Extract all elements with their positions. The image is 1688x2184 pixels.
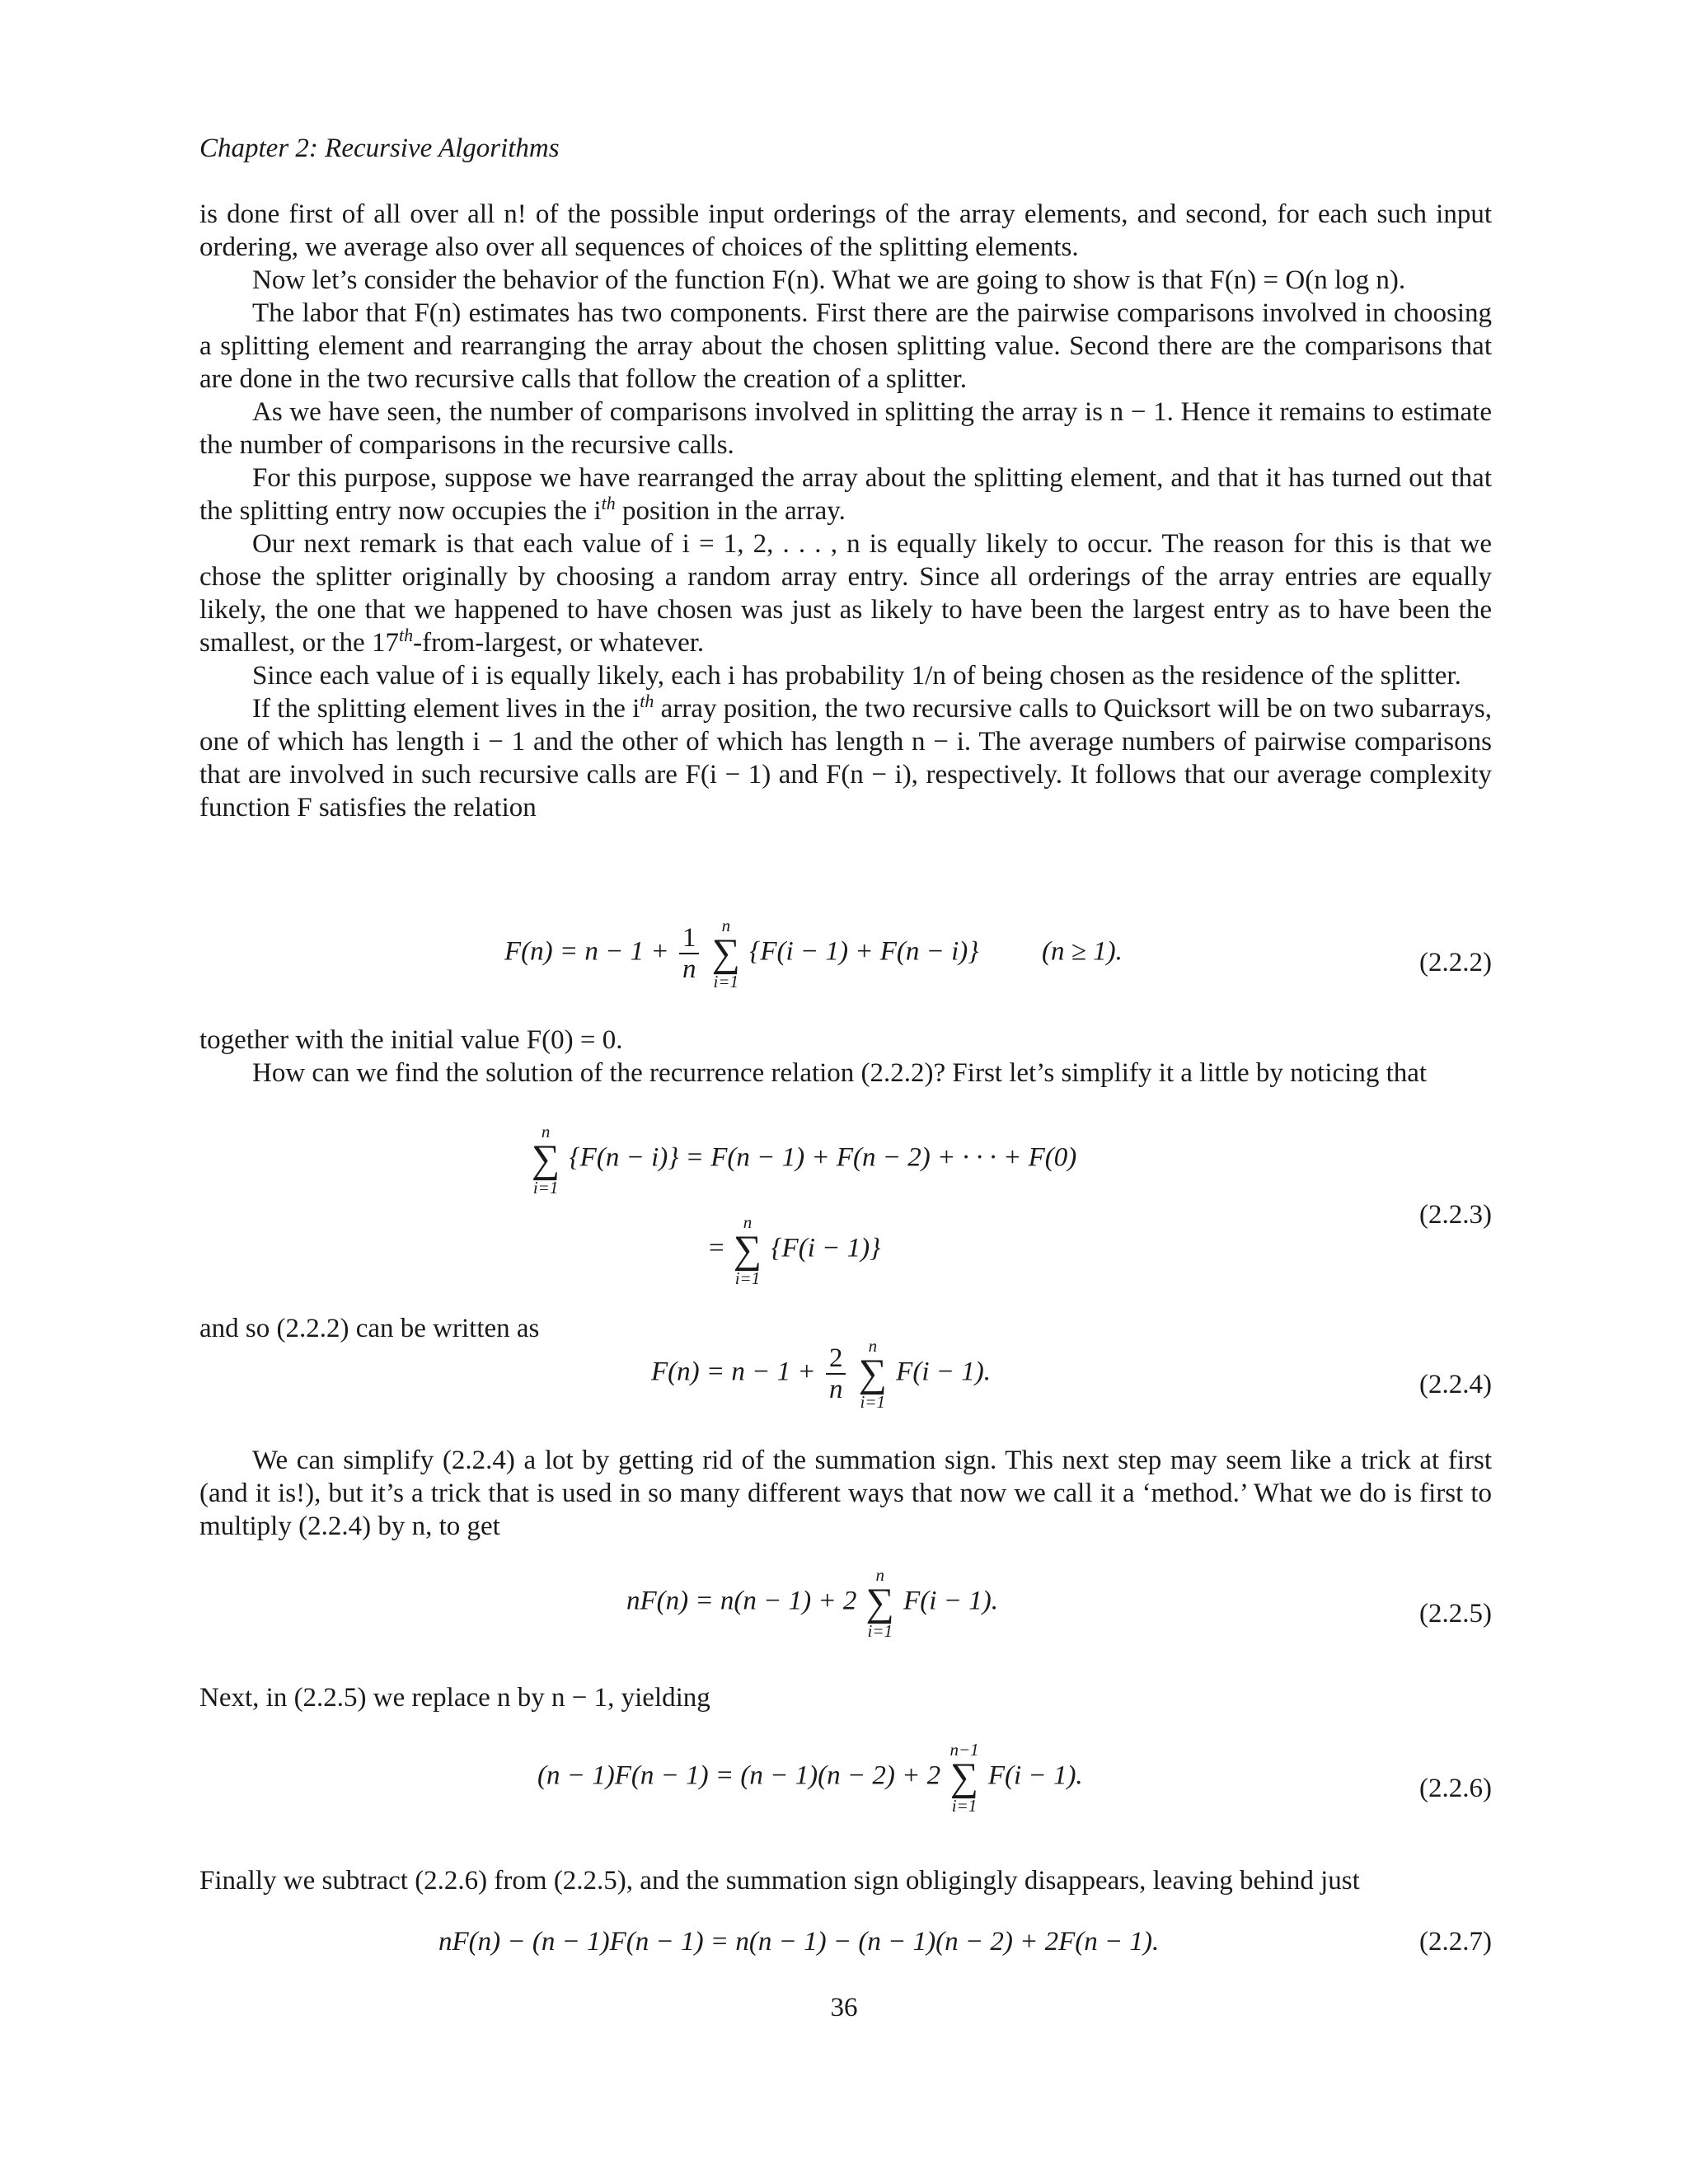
paragraph: We can simplify (2.2.4) a lot by getting rid of the summation sign. This next step may seem like a trick at first (and it is!), but it’s a trick that is used in so many different ways that now we call it a ‘method.’ What we do is first to multiply (2.2.4) by n, to get [199, 1446, 1492, 1541]
sigma-glyph: ∑ [950, 1755, 979, 1799]
paragraph-text: -from-largest, or whatever. [413, 628, 705, 658]
sigma-glyph: ∑ [858, 1352, 887, 1395]
sum-upper-limit: n [868, 1336, 878, 1356]
summation-sign [532, 1122, 560, 1197]
sum-upper-limit: n−1 [950, 1740, 979, 1760]
text-block-2 [199, 1024, 1492, 1090]
paragraph [199, 692, 1492, 824]
equation-line-1 [529, 1122, 1076, 1197]
fraction-numerator: 1 [679, 923, 700, 954]
fraction-numerator: 2 [826, 1343, 846, 1375]
sum-upper-limit: n [541, 1122, 551, 1141]
paragraph: Next, in (2.2.5) we replace n by n − 1, yielding [199, 1683, 710, 1713]
equation-2-2-6 [199, 1741, 1492, 1831]
paragraph: Now let’s consider the behavior of the function F(n). What we are going to show is that F(n) = O(n log n). [252, 265, 1406, 295]
paragraph-text: array position, the two recursive calls to Quicksort will be on two subarrays, one of which has length i − 1 and the other of which has length n − i. The average numbers of pairwise comparisons that are involved in such recursive calls are F(i − 1) and F(n − i), respectively. It follows that our average complexity function F satisfies the relation [199, 694, 1492, 823]
equation-2-2-5 [199, 1566, 1492, 1657]
sigma-glyph: ∑ [865, 1581, 894, 1624]
paragraph: Since each value of i is equally likely, each i has probability 1/n of being chosen as the residence of the splitter. [252, 661, 1461, 691]
equation-number: (2.2.3) [1419, 1200, 1492, 1230]
equation-text: {F(n − i)} = F(n − 1) + F(n − 2) + · · · + F(0) [569, 1142, 1077, 1173]
paragraph: As we have seen, the number of comparisons involved in splitting the array is n − 1. Hence it remains to estimate the number of comparisons in the recursive calls. [199, 397, 1492, 460]
sigma-glyph: ∑ [711, 931, 740, 975]
paragraph-text: position in the array. [615, 496, 846, 526]
paragraph: The labor that F(n) estimates has two components. First there are the pairwise comparisons involved in choosing a splitting element and rearranging the array about the chosen splitting value. Second there are the comparisons that are done in the two recursive calls that follow the creation of a splitter. [199, 298, 1492, 394]
sum-upper-limit: n [743, 1212, 753, 1232]
paragraph [199, 527, 1492, 659]
summation-sign [712, 916, 740, 991]
superscript: th [640, 691, 654, 711]
equation-2-2-4 [199, 1337, 1492, 1427]
paragraph: How can we find the solution of the recurrence relation (2.2.2)? First let’s simplify it a little by noticing that [252, 1058, 1428, 1088]
paragraph-text: Our next remark is that each value of i = 1, 2, . . . , n is equally likely to occur. The reason for this is that we chose the splitter originally by choosing a random array entry. Since all orderings of the array entries are equally likely, the one that we happened to have chosen was just as likely to have been the largest entry as to have been the smallest, or the 17 [199, 529, 1492, 658]
equation-2-2-7 [199, 1925, 1492, 1958]
paragraph [199, 462, 1492, 527]
sum-lower-limit: i=1 [734, 1268, 761, 1288]
summation-sign [734, 1213, 762, 1287]
paragraph: and so (2.2.2) can be written as [199, 1314, 540, 1343]
equation-number: (2.2.4) [1419, 1370, 1492, 1399]
sigma-glyph: ∑ [532, 1137, 560, 1181]
sum-lower-limit: i=1 [532, 1178, 559, 1197]
sum-upper-limit: n [721, 916, 731, 935]
sum-lower-limit: i=1 [867, 1621, 893, 1641]
equation-body [651, 1337, 991, 1411]
text-block-6 [199, 1864, 1492, 1897]
equation-number: (2.2.2) [1419, 948, 1492, 977]
running-header: Chapter 2: Recursive Algorithms [199, 134, 560, 163]
sigma-glyph: ∑ [733, 1228, 762, 1272]
fraction-denominator: n [682, 954, 696, 984]
summation-sign [950, 1741, 978, 1815]
sum-lower-limit: i=1 [713, 972, 739, 991]
paragraph: together with the initial value F(0) = 0. [199, 1025, 623, 1055]
equation-lhs: (n − 1)F(n − 1) = (n − 1)(n − 2) + 2 [537, 1760, 941, 1791]
equation-body [626, 1566, 998, 1640]
page-number: 36 [830, 1993, 858, 2022]
sum-lower-limit: i=1 [951, 1796, 978, 1816]
equation-2-2-3 [199, 1122, 1492, 1304]
equation-text: {F(i − 1)} [771, 1233, 881, 1263]
equation-rhs: F(i − 1). [987, 1760, 1083, 1791]
equation-line-2 [709, 1213, 880, 1287]
fraction [826, 1343, 846, 1404]
fraction-denominator: n [828, 1375, 843, 1404]
equation-rhs: F(i − 1). [896, 1357, 991, 1387]
equation-number: (2.2.7) [1419, 1927, 1492, 1957]
paragraph-text: For this purpose, suppose we have rearranged the array about the splitting element, and that it has turned out that the splitting entry now occupies the i [199, 463, 1492, 526]
equation-condition: (n ≥ 1). [1041, 936, 1123, 967]
text-block-1 [199, 198, 1492, 824]
summation-sign [859, 1337, 887, 1411]
equation-body [537, 1741, 1083, 1815]
equation-rhs: F(i − 1). [903, 1586, 998, 1616]
equation-number: (2.2.6) [1419, 1774, 1492, 1803]
sum-lower-limit: i=1 [860, 1392, 886, 1412]
fraction [679, 923, 700, 984]
summation-sign [866, 1566, 894, 1640]
paragraph: is done first of all over all n! of the possible input orderings of the array elements, and second, for each such input ordering, we average also over all sequences of choices of the splitting elements. [199, 199, 1492, 262]
superscript: th [398, 625, 414, 645]
equation-body: nF(n) − (n − 1)F(n − 1) = n(n − 1) − (n − 1)(n − 2) + 2F(n − 1). [438, 1927, 1160, 1957]
superscript: th [601, 493, 616, 513]
equation-lhs: F(n) = n − 1 + [651, 1357, 816, 1387]
equation-lhs: nF(n) = n(n − 1) + 2 [626, 1586, 857, 1616]
text-block-5 [199, 1681, 1492, 1714]
paragraph-text: If the splitting element lives in the i [252, 694, 640, 724]
equals-sign: = [709, 1233, 724, 1263]
equation-number: (2.2.5) [1419, 1599, 1492, 1629]
equation-rhs: {F(i − 1) + F(n − i)} [749, 936, 979, 967]
text-block-4 [199, 1444, 1492, 1543]
equation-lhs: F(n) = n − 1 + [504, 936, 669, 967]
equation-2-2-2 [199, 916, 1492, 1007]
paragraph: Finally we subtract (2.2.6) from (2.2.5), and the summation sign obligingly disappears, leaving behind just [199, 1866, 1360, 1896]
sum-upper-limit: n [875, 1565, 885, 1585]
equation-body [504, 916, 1123, 991]
